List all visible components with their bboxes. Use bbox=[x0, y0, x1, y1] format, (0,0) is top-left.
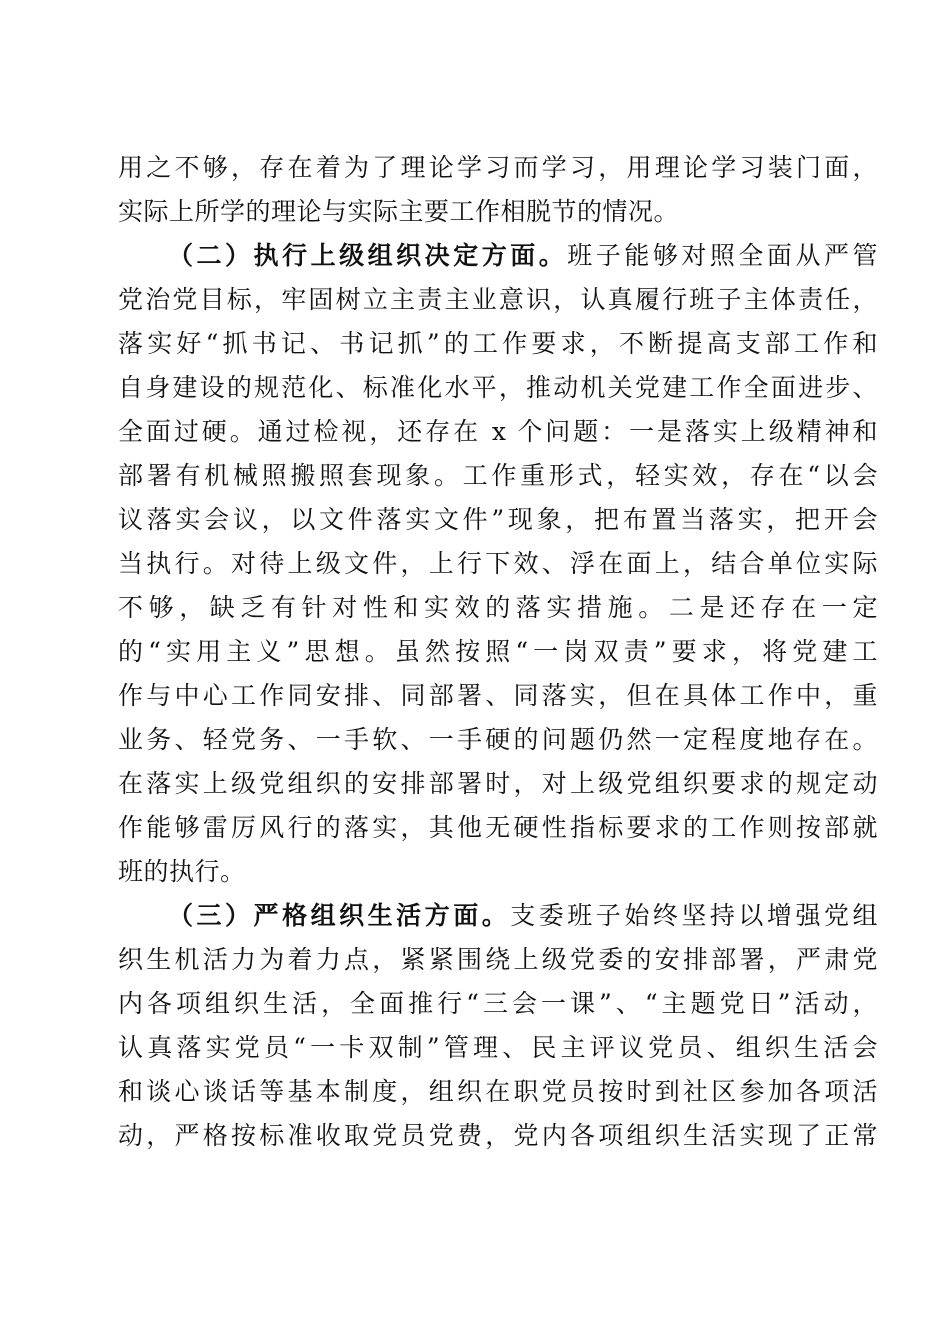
paragraph-2-first-line bbox=[168, 234, 878, 278]
paragraph-1-line-1: 用之不够，存在着为了理论学习而学习，用理论学习装门面， bbox=[118, 153, 878, 182]
paragraph-1-line-2: 实际上所学的理论与实际主要工作相脱节的情况。 bbox=[118, 197, 680, 226]
paragraph-3-first-line bbox=[168, 894, 878, 938]
paragraph-2-first-line-text: 班子能够对照全面从严管 bbox=[567, 241, 878, 270]
paragraph-3-line-1: 织生机活力为着力点，紧紧围绕上级党委的安排部署，严肃党 bbox=[118, 945, 878, 974]
paragraph-3-line-5: 动，严格按标准收取党员党费，党内各项组织生活实现了正常 bbox=[118, 1121, 878, 1150]
paragraph-3-line-4: 和谈心谈话等基本制度，组织在职党员按时到社区参加各项活 bbox=[118, 1077, 878, 1106]
paragraph-2-line-4: 全面过硬。通过检视，还存在 x 个问题：一是落实上级精神和 bbox=[118, 417, 878, 446]
paragraph-3-line-2: 内各项组织生活，全面推行“三会一课”、“主题党日”活动， bbox=[118, 989, 878, 1018]
paragraph-2-line-5: 部署有机械照搬照套现象。工作重形式，轻实效，存在“以会 bbox=[118, 461, 878, 490]
paragraph-2-line-7: 当执行。对待上级文件，上行下效、浮在面上，结合单位实际 bbox=[118, 549, 878, 578]
paragraph-3-first-line-text: 支委班子始终坚持以增强党组 bbox=[510, 901, 878, 930]
paragraph-2-line-11: 业务、轻党务、一手软、一手硬的问题仍然一定程度地存在。 bbox=[118, 725, 878, 754]
paragraph-2-line-3: 自身建设的规范化、标准化水平，推动机关党建工作全面进步、 bbox=[118, 373, 878, 402]
paragraph-2-line-10: 作与中心工作同安排、同部署、同落实，但在具体工作中，重 bbox=[118, 681, 878, 710]
paragraph-2-line-14: 班的执行。 bbox=[118, 857, 246, 886]
paragraph-3-heading: （三）严格组织生活方面。 bbox=[168, 901, 511, 930]
paragraph-2-line-8: 不够，缺乏有针对性和实效的落实措施。二是还存在一定 bbox=[118, 593, 878, 622]
paragraph-2-line-6: 议落实会议，以文件落实文件”现象，把布置当落实，把开会 bbox=[118, 505, 878, 534]
paragraph-3-line-3: 认真落实党员“一卡双制”管理、民主评议党员、组织生活会 bbox=[118, 1033, 878, 1062]
paragraph-2-line-9: 的“实用主义”思想。虽然按照“一岗双责”要求，将党建工 bbox=[118, 637, 878, 666]
paragraph-2-heading: （二）执行上级组织决定方面。 bbox=[168, 241, 568, 270]
paragraph-2-line-1: 党治党目标，牢固树立主责主业意识，认真履行班子主体责任， bbox=[118, 285, 878, 314]
paragraph-2-line-13: 作能够雷厉风行的落实，其他无硬性指标要求的工作则按部就 bbox=[118, 813, 878, 842]
paragraph-2-line-12: 在落实上级党组织的安排部署时，对上级党组织要求的规定动 bbox=[118, 769, 878, 798]
paragraph-2-line-2: 落实好“抓书记、书记抓”的工作要求，不断提高支部工作和 bbox=[118, 329, 878, 358]
